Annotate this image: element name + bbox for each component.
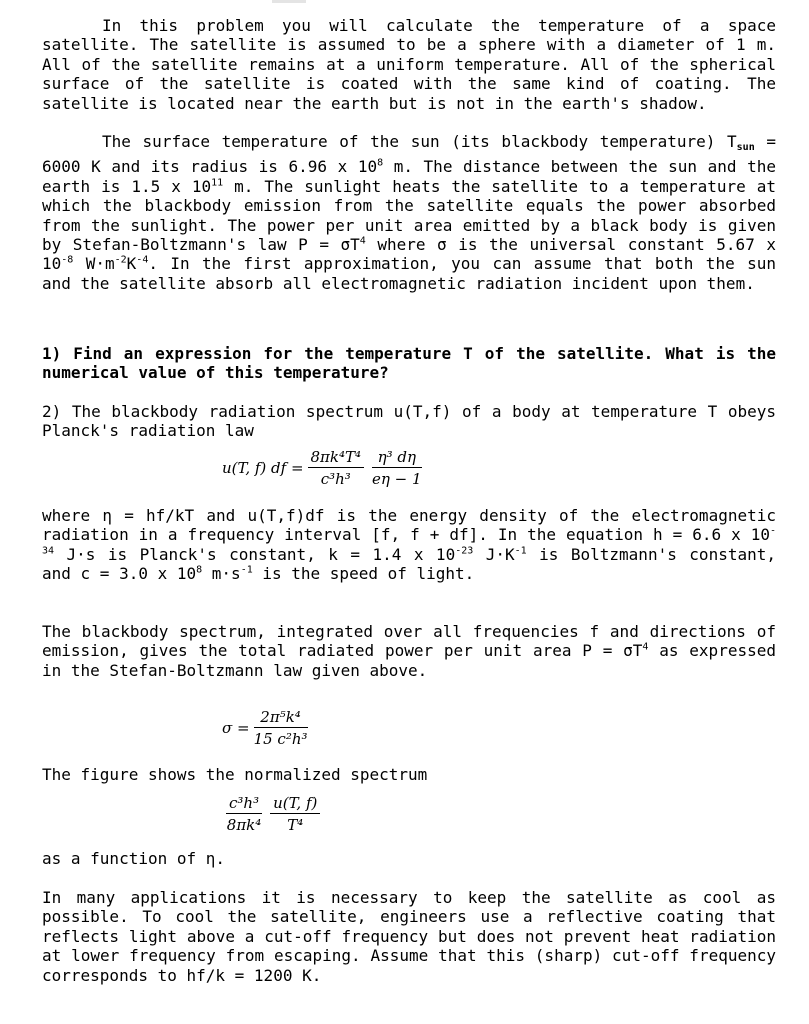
final-paragraph: In many applications it is necessary to keep the satellite as cool as possible. To cool the satellite, engineers use a reflective coating that reflects light above a cut-off frequency but does not prevent heat radiation at lower frequency from escaping. Assume that this (sharp) cut-off frequency corresponds to hf/k = 1200 K. <box>42 888 776 985</box>
planck-fraction-1: $\frac{\text{8πk⁴T⁴}}{\text{c³h³}}$ <box>308 448 365 488</box>
question-2-intro: 2) The blackbody radiation spectrum u(T,f) of a body at temperature T obeys Planck's radiation law <box>42 402 776 441</box>
question-1: 1) Find an expression for the temperature T of the satellite. What is the numerical value of this temperature? <box>42 344 776 383</box>
sigma-lhs: σ = <box>222 719 250 737</box>
as-function-text: as a function of η. <box>42 849 226 868</box>
figure-text: The figure shows the normalized spectrum <box>42 765 428 784</box>
normalized-fraction-2: $\frac{u(T, f)}{\text{T⁴}}$ <box>270 794 320 834</box>
normalized-fraction-1: $\frac{\text{c³h³}}{\text{8πk⁴}}$ <box>226 794 262 834</box>
sigma-fraction: $\frac{\text{2π⁵k⁴}}{\text{15 c²h³}}$ <box>253 708 308 748</box>
integrated-paragraph: The blackbody spectrum, integrated over all frequencies f and directions of emission, gives the total radiated power per unit area $P = \sigma T^4$ as expressed in the Stefan-Boltzmann law given above. <box>42 622 776 680</box>
planck-equation <box>222 448 426 488</box>
sun-paragraph: The surface temperature of the sun (its blackbody temperature) Tsun = 6000 K and its radius is 6.96 x $10^8$ m. The distance between the sun and the earth is 1.5 x $10^{11}$ m. The sunlight heats the satellite to a temperature at which the blackbody emission from the satellite equals the power absorbed from the sunlight. The power per unit area emitted by a black body is given by Stefan-Boltzmann's law $P = \sigma T^4$ where σ is the universal constant 5.67 x $10^{-8}$ $W\cdot m^{-2}K^{-4}$. In the first approximation, you can assume that both the sun and the satellite absorb all electromagnetic radiation incident upon them. <box>42 132 777 293</box>
sigma-equation <box>222 708 312 748</box>
planck-lhs: u(T, f) df = <box>222 459 304 477</box>
planck-fraction-2: $\frac{\text{η³ dη}}{e\eta - 1}$ <box>372 448 422 488</box>
intro-paragraph: In this problem you will calculate the temperature of a space satellite. The satellite is assumed to be a sphere with a diameter of 1 m. All of the satellite remains at a uniform temperature. All of the spherical surface of the satellite is coated with the same kind of coating. The satellite is located near the earth but is not in the earth's shadow. <box>42 16 776 113</box>
normalized-spectrum-expression <box>222 794 324 834</box>
where-paragraph: where η = hf/kT and u(T,f)df is the energy density of the electromagnetic radiation in a frequency interval [f, f + df]. In the equation h = 6.6 x $10^{-34}$ J·s is Planck's constant, k = 1.4 x $10^{-23}$ $J\cdot K^{-1}$ is Boltzmann's constant, and c = 3.0 x $10^8$ $m\cdot s^{-1}$ is the speed of light. <box>42 506 776 584</box>
scan-mark <box>272 0 306 3</box>
